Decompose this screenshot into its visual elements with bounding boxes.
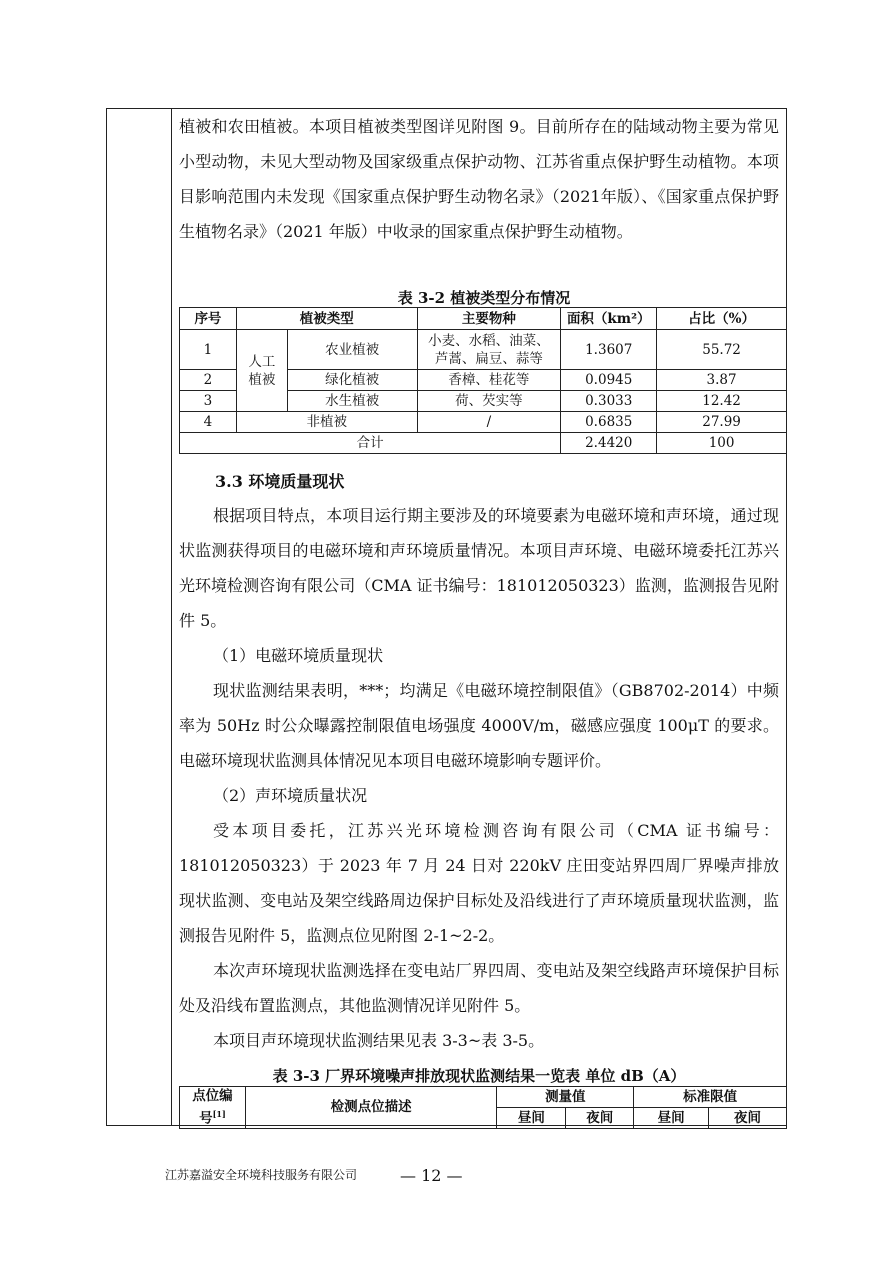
col-header-measured: 测量值 [497,1087,634,1108]
results-reference-paragraph [179,1023,779,1058]
overview-paragraph [179,498,779,638]
footer-company: 江苏嘉溢安全环境科技服务有限公司 [165,1168,358,1182]
cell-pct: 3.87 [657,370,787,391]
col-header-standard-night: 夜间 [709,1107,787,1128]
cell-area: 0.3033 [561,391,657,412]
cell-species: / [417,412,561,433]
left-column-divider [171,109,172,1125]
point-header-line [180,1105,245,1128]
point-header-text: 号 [199,1110,213,1127]
cell-species: 荷、芡实等 [417,391,561,412]
subheading-electromagnetic [179,638,779,673]
monitoring-points-paragraph [179,953,779,1023]
cell-total-area: 2.4420 [561,433,657,454]
group-label-line: 人工 [248,353,276,370]
cell-area: 0.0945 [561,370,657,391]
cell-type: 绿化植被 [287,370,417,391]
col-header-measured-day: 昼间 [497,1107,566,1128]
col-header-standard-day: 昼间 [634,1107,709,1128]
cell-group-artificial [236,330,287,412]
table-total-row [180,433,787,454]
page-frame [106,108,787,1126]
species-line: 芦蒿、扁豆、蒜等 [434,350,543,367]
cell-pct: 12.42 [657,391,787,412]
footnote-marker: [1] [212,1109,226,1119]
noise-header-row-1 [180,1087,787,1108]
group-label-line: 植被 [248,371,276,388]
cell-area: 0.6835 [561,412,657,433]
col-header-point [180,1087,246,1129]
vegetation-table [179,307,787,454]
cell-type: 非植被 [236,412,417,433]
paragraph-text: 现状监测结果表明，***；均满足《电磁环境控制限值》（GB8702-2014）中频率为 50Hz 时公众曝露控制限值电场强度 4000V/m，磁感应强度 100μT 的要求。电磁环境现状监测具体情况见本项目电磁环境影响专题评价。 [179,681,779,770]
cell-no: 2 [180,370,237,391]
cell-total-label: 合计 [180,433,561,454]
table-3-3-caption: 表 3-3 厂界环境噪声排放现状监测结果一览表 单位 dB（A） [272,1067,686,1085]
page-number: — 12 — [400,1166,463,1185]
cell-total-pct: 100 [657,433,787,454]
cell-no: 4 [180,412,237,433]
table-row [180,412,787,433]
paragraph-text: 根据项目特点，本项目运行期主要涉及的环境要素为电磁环境和声环境，通过现状监测获得项目的电磁环境和声环境质量情况。本项目声环境、电磁环境委托江苏兴光环境检测咨询有限公司（CMA 证书编号：181012050323）监测，监测报告见附件 5。 [179,506,779,630]
noise-table-header [179,1086,787,1129]
acoustic-paragraph [179,813,779,953]
species-line: 小麦、水稻、油菜、 [428,332,550,349]
col-header-standard: 标准限值 [634,1087,787,1108]
table-row [180,330,787,370]
cell-type: 农业植被 [287,330,417,370]
subheading-text: （1）电磁环境质量现状 [213,646,384,665]
cell-type: 水生植被 [287,391,417,412]
cell-no: 1 [180,330,237,370]
cell-no: 3 [180,391,237,412]
cell-area: 1.3607 [561,330,657,370]
col-header-species: 主要物种 [417,308,561,330]
cell-species [417,330,561,370]
col-header-description: 检测点位描述 [245,1087,497,1129]
cell-species: 香樟、桂花等 [417,370,561,391]
cell-pct: 27.99 [657,412,787,433]
col-header-area: 面积（km²） [561,308,657,330]
paragraph-text: 本项目声环境现状监测结果见表 3-3~表 3-5。 [213,1031,545,1050]
vegetation-paragraph [179,109,779,249]
col-header-type: 植被类型 [236,308,417,330]
col-header-pct: 占比（%） [657,308,787,330]
subheading-text: （2）声环境质量状况 [213,786,368,805]
electromagnetic-paragraph [179,673,779,778]
paragraph-text: 植被和农田植被。本项目植被类型图详见附图 9。目前所存在的陆域动物主要为常见小型动物，未见大型动物及国家级重点保护动物、江苏省重点保护野生动植物。本项目影响范围内未发现《国家重点保护野生动物名录》（2021年版）、《国家重点保护野生植物名录》（2021 年版）中收录的国家重点保护野生动植物。 [179,117,779,241]
table-3-2-caption: 表 3-2 植被类型分布情况 [397,289,571,307]
section-heading: 3.3 环境质量现状 [215,472,345,491]
cell-pct: 55.72 [657,330,787,370]
col-header-measured-night: 夜间 [566,1107,634,1128]
paragraph-text: 受本项目委托，江苏兴光环境检测咨询有限公司（CMA 证书编号：181012050323）于 2023 年 7 月 24 日对 220kV 庄田变站界四周厂界噪声排放现状监测、变电站及架空线路周边保护目标处及沿线进行了声环境质量现状监测，监测报告见附件 5，监测点位见附图 2-1~2-2。 [179,821,779,945]
point-header-line: 点位编 [192,1088,233,1104]
subheading-acoustic [179,778,779,813]
col-header-no: 序号 [180,308,237,330]
paragraph-text: 本次声环境现状监测选择在变电站厂界四周、变电站及架空线路声环境保护目标处及沿线布置监测点，其他监测情况详见附件 5。 [179,961,779,1015]
table-header-row [180,308,787,330]
